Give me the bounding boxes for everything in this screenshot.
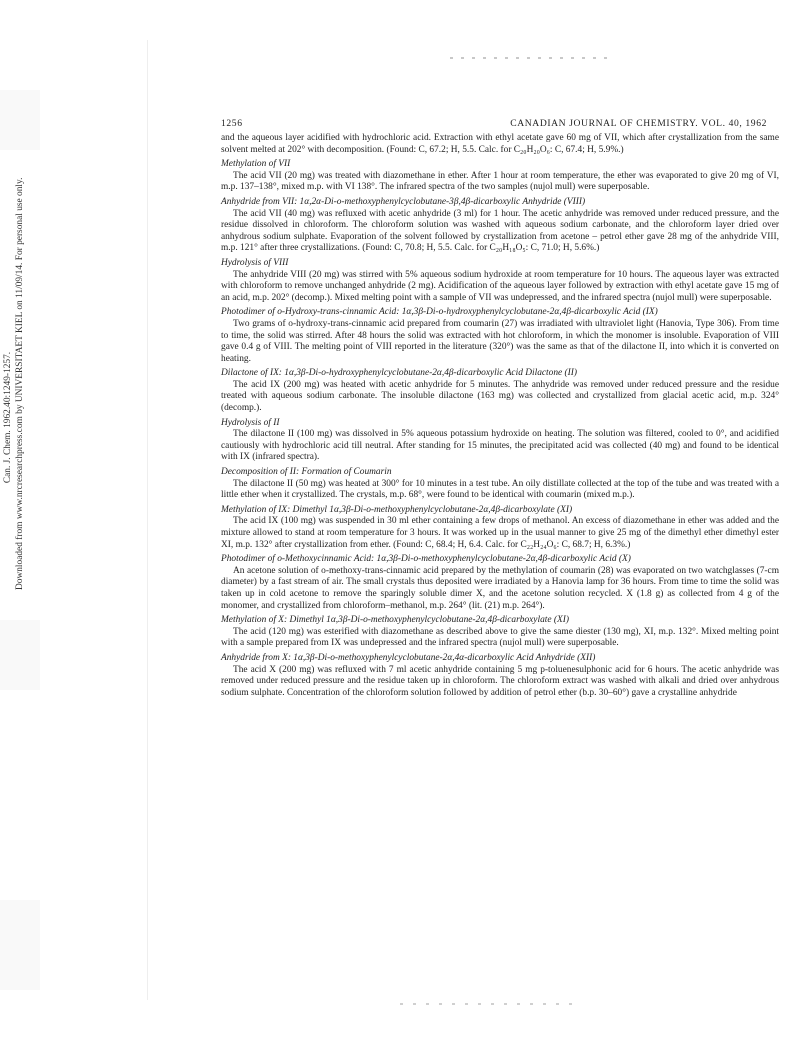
section-paragraph: The acid VII (20 mg) was treated with diazomethane in ether. After 1 hour at room temperature, the ether was evaporated to give 20 mg of VI, m.p. 137–138°, mixed m.p. with VI 138°. The infrared spectra of the two samples (nujol mull) were superposable. <box>221 170 779 193</box>
section-paragraph: The acid (120 mg) was esterified with diazomethane as described above to give the same diester (130 mg), XI, m.p. 132°. Mixed melting point with a sample prepared from IX was undepressed and the infrared spectra (nujol mull) were superposable. <box>221 626 779 649</box>
section-paragraph: The acid X (200 mg) was refluxed with 7 ml acetic anhydride containing 5 mg p-toluenesulphonic acid for 6 hours. The acetic anhydride was removed under reduced pressure and the residue taken up in chloroform. The chloroform extract was washed with alkali and dried over anhydrous sodium sulphate. Concentration of the chloroform solution followed by addition of petrol ether (b.p. 30–60°) gave a crystalline anhydride <box>221 664 779 698</box>
section-paragraph: The anhydride VIII (20 mg) was stirred with 5% aqueous sodium hydroxide at room temperature for 10 hours. The aqueous layer was extracted with chloroform to remove unchanged anhydride (2 mg). Acidification of the aqueous layer followed by extraction with ethyl acetate gave 15 mg of an acid, m.p. 202° (decomp.). Mixed melting point with a sample of VII was undepressed, and the infrared spectra (nujol mull) were superposable. <box>221 269 779 303</box>
scan-edge-line <box>147 40 148 1000</box>
intro-paragraph: and the aqueous layer acidified with hydrochloric acid. Extraction with ethyl acetate gave 60 mg of VII, which after crystallization from the same solvent melted at 202° with decomposition. (Found: C, 67.2; H, 5.5. Calc. for C₂₀H₂₀O₆: C, 67.4; H, 5.9%.) <box>221 133 779 155</box>
section-paragraph: The acid VII (40 mg) was refluxed with acetic anhydride (3 ml) for 1 hour. The acetic anhydride was removed under reduced pressure, and the residue dissolved in chloroform. The chloroform solution was washed with aqueous sodium carbonate, and the chloroform layer dried over anhydrous sodium sulphate. Evaporation of the solvent followed by crystallization from acetone – petrol ether gave 28 mg of the anhydride VIII, m.p. 121° after three crystallizations. (Found: C, 70.8; H, 5.5. Calc. for C₂₀H₁₈O₅: C, 71.0; H, 5.6%.) <box>221 208 779 254</box>
section-heading: Anhydride from X: 1α,3β-Di-o-methoxyphenylcyclobutane-2α,4α-dicarboxylic Acid Anhydride (XII) <box>221 652 596 663</box>
section-heading: Photodimer of o-Hydroxy-trans-cinnamic Acid: 1α,3β-Di-o-hydroxyphenylcyclobutane-2α,4β-dicarboxylic Acid (IX) <box>221 307 658 318</box>
section-paragraph: The acid IX (200 mg) was heated with acetic anhydride for 5 minutes. The anhydride was removed under reduced pressure and the residue treated with aqueous sodium carbonate. The insoluble dilactone (163 mg) was collected and crystallized from glacial acetic acid, m.p. 324° (decomp.). <box>221 379 779 414</box>
page-number: 1256 <box>221 118 243 129</box>
download-notice-text <box>2 177 26 590</box>
running-head: CANADIAN JOURNAL OF CHEMISTRY. VOL. 40, 1962 <box>510 118 767 129</box>
article-body <box>221 133 779 699</box>
citation-line: Can. J. Chem. 1962.40:1249-1257. <box>3 351 13 484</box>
section-heading: Methylation of IX: Dimethyl 1α,3β-Di-o-methoxyphenylcyclobutane-2α,4β-dicarboxylate (XI) <box>221 504 573 515</box>
scan-artifact <box>0 900 40 990</box>
scan-artifact <box>0 620 40 690</box>
scan-artifact <box>0 90 40 150</box>
section-paragraph: Two grams of o-hydroxy-trans-cinnamic acid prepared from coumarin (27) was irradiated with ultraviolet light (Hanovia, Type 306). From time to time, the solid was stirred. After 48 hours the solid was extracted with hot chloroform, in which the monomer is insoluble. Evaporation of VIII gave 0.4 g of VIII. The melting point of VIII reported in the literature (320°) was the same as that of the dilactone II, into which it is converted on heating. <box>221 318 779 364</box>
section-heading: Dilactone of IX: 1α,3β-Di-o-hydroxyphenylcyclobutane-2α,4β-dicarboxylic Acid Dilactone (II) <box>221 368 578 379</box>
section-heading: Methylation of VII <box>221 159 291 170</box>
section-heading: Photodimer of o-Methoxycinnamic Acid: 1α,3β-Di-o-methoxyphenylcyclobutane-2α,4β-dicarboxylic Acid (X) <box>221 554 631 565</box>
download-notice <box>2 177 26 590</box>
section-paragraph: The acid IX (100 mg) was suspended in 30 ml ether containing a few drops of methanol. An excess of diazomethane in ether was added and the mixture allowed to stand at room temperature for 3 hours. It was worked up in the usual manner to give 25 mg of the dimethyl ether dimethyl ester XI, m.p. 132° after crystallization from ether. (Found: C, 68.4; H, 6.4. Calc. for C₂₂H₂₄O₆: C, 68.7; H, 6.3%.) <box>221 516 779 550</box>
section-paragraph: An acetone solution of o-methoxy-trans-cinnamic acid prepared by the methylation of coumarin (28) was evaporated on two watchglasses (7-cm diameter) by a fast stream of air. The small crystals thus deposited were irradiated by a Hanovia lamp for 36 hours. From time to time the solid was taken up in cold acetone to remove the sparingly soluble dimer X, and the acetone solution recycled. X (1.8 g) as collected from 4 g of the monomer, and crystallized from chloroform–methanol, m.p. 264° (lit. (21) m.p. 264°). <box>221 565 779 611</box>
section-heading: Methylation of X: Dimethyl 1α,3β-Di-o-methoxyphenylcyclobutane-2α,4β-dicarboxylate (XI) <box>221 615 569 626</box>
journal-page <box>221 118 779 699</box>
scan-dots-bottom <box>400 1003 580 1005</box>
section-heading: Decomposition of II: Formation of Coumarin <box>221 467 392 478</box>
section-heading: Hydrolysis of II <box>221 417 280 428</box>
section-paragraph: The dilactone II (50 mg) was heated at 300° for 10 minutes in a test tube. An oily distillate collected at the top of the tube and was treated with a little ether when it crystallized. The crystals, m.p. 68°, were found to be identical with coumarin (mixed m.p.). <box>221 478 779 501</box>
section-heading: Anhydride from VII: 1α,2α-Di-o-methoxyphenylcyclobutane-3β,4β-dicarboxylic Anhydride (VIII) <box>221 196 586 207</box>
section-paragraph: The dilactone II (100 mg) was dissolved in 5% aqueous potassium hydroxide on heating. The solution was filtered, cooled to 0°, and acidified cautiously with hydrochloric acid till neutral. After standing for 15 minutes, the precipitated acid was collected (40 mg) and found to be identical with IX (infrared spectra). <box>221 429 779 463</box>
scan-dots-top <box>450 57 610 59</box>
section-heading: Hydrolysis of VIII <box>221 257 289 268</box>
page-header <box>221 118 779 133</box>
download-line: Downloaded from www.nrcresearchpress.com by UNIVERSITAET KIEL on 11/09/14. For personal use only. <box>15 177 25 590</box>
